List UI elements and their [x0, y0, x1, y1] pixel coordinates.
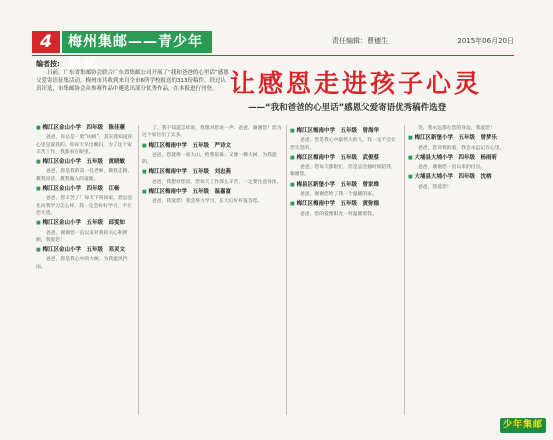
section-title: 梅州集邮——青少年集邮 — [62, 31, 212, 53]
article-column-3 — [290, 125, 400, 422]
column-divider — [138, 125, 139, 415]
article-heading: ■ 梅江区金山小学 四年级 陈佳蕙 — [36, 125, 134, 132]
editor-note-label: 编者按: — [36, 60, 60, 68]
article-column-4 — [408, 125, 516, 415]
article-text: 笑，我永远都在您的身边，我爱您！ — [418, 126, 495, 131]
article-text: 爸爸，你总是一脸“凶相”，其实我知道你心里是爱我的。你每天早出晚归，为了这个家辛苦工作，我都看在眼里。 — [36, 135, 133, 155]
article-text: 爸爸，您是我的第一任老师，教我走路，教我说话，教我做人的道理。 — [36, 169, 133, 182]
header-divider — [32, 55, 514, 56]
article-text: 爸爸，您对我的爱，我会永远记在心里。 — [418, 145, 505, 151]
article-heading: ■ 梅江区金山小学 四年级 江畅 — [36, 186, 134, 193]
article-text: 爸爸，我想对您说，您每天工作那么辛苦，一定要注意身体。 — [152, 179, 282, 185]
article-text: 爸爸，您是我心中的大树，为我遮风挡雨。 — [36, 257, 128, 270]
article-text: 爸爸，您的爱像阳光一样温暖着我。 — [300, 211, 377, 217]
article-column-1 — [36, 122, 134, 422]
article-heading: ■ 梅江区金山小学 五年级 邱雯如 — [36, 220, 134, 227]
article-heading: ■ 梅县区新堡小学 五年级 曾家维 — [290, 182, 400, 189]
article-text: 爸爸，谢谢您一直以来对我的关心和照顾，我爱您！ — [36, 230, 128, 243]
article-text: 爸爸，谢谢您一直以来的付出。 — [418, 165, 486, 171]
main-headline: 让感恩走进孩子心灵 — [230, 69, 483, 98]
article-column-2 — [142, 125, 282, 422]
issue-date: 2015年06月20日 — [457, 37, 514, 45]
youth-philately-logo: 少年集邮 — [500, 418, 546, 433]
article-heading: ■ 梅江区金山小学 五年级 黄晓敏 — [36, 159, 134, 166]
page-number: 4 — [32, 31, 60, 53]
article-text: 爸爸，您就像一座大山，给我依靠；又像一棵大树，为我遮阴。 — [142, 152, 277, 166]
article-text: 了，我不知道怎样说，我想对您说一声：爸爸，谢谢您！您为这个家付出了太多。 — [142, 126, 282, 139]
article-heading: ■ 梅江区梅南中学 五年级 严诗文 — [142, 143, 282, 150]
article-text: 爸爸，您每天都很忙，但是总会抽时间陪我，谢谢您。 — [290, 165, 396, 178]
article-heading: ■ 大埔县大埔小学 四年级 沈榕 — [408, 174, 516, 181]
article-heading: ■ 梅江区新堡小学 五年级 曾梦乐 — [408, 135, 516, 142]
article-heading: ■ 大埔县大埔小学 四年级 杨雨昕 — [408, 155, 516, 162]
editor-note-text: 日前，广东省集邮协会联合广东省集邮公司开展了“我和爸爸的心里话”感恩父爱寄语征集活动，梅州市共收到来自全市6所学校报送的313份稿件，经过认真评选，市集邮协会从参赛作品中遴选出部分优秀作品，在本报进行刊登。 — [36, 70, 229, 93]
main-subtitle: ——“我和爸爸的心里话”感恩父爱寄语优秀稿件选登 — [248, 103, 447, 113]
article-text: 爸爸，我爱您！ — [418, 184, 452, 190]
article-heading: ■ 梅江区梅南中学 五年级 曾海华 — [290, 128, 400, 135]
column-divider — [404, 125, 405, 415]
article-heading: ■ 梅江区梅南中学 五年级 刘忠燕 — [142, 169, 282, 176]
article-text: 爸爸，我爱您！我会努力学习，长大后好好报答您。 — [152, 199, 263, 205]
column-divider — [286, 125, 287, 415]
article-heading: ■ 梅江区梅南中学 五年级 黄弥德 — [290, 201, 400, 208]
article-text: 爸爸，谢谢您给了我一个温暖的家。 — [300, 192, 377, 198]
article-text: 爸爸，您是我心中最伟大的人，我一定不会让您失望的。 — [290, 138, 396, 151]
article-heading: ■ 梅江区梅南中学 五年级 武俊蔡 — [290, 155, 400, 162]
article-heading: ■ 梅江区梅南中学 五年级 温嘉富 — [142, 189, 282, 196]
article-text: 爸爸，您辛苦了！每天下班回家，您总是先问我学习怎么样，我一定会好好学习，不让您失望。 — [36, 196, 133, 216]
responsible-editor: 责任编辑：曹穗生 — [332, 37, 388, 45]
article-heading: ■ 梅江区金山小学 五年级 邓灵文 — [36, 247, 134, 254]
